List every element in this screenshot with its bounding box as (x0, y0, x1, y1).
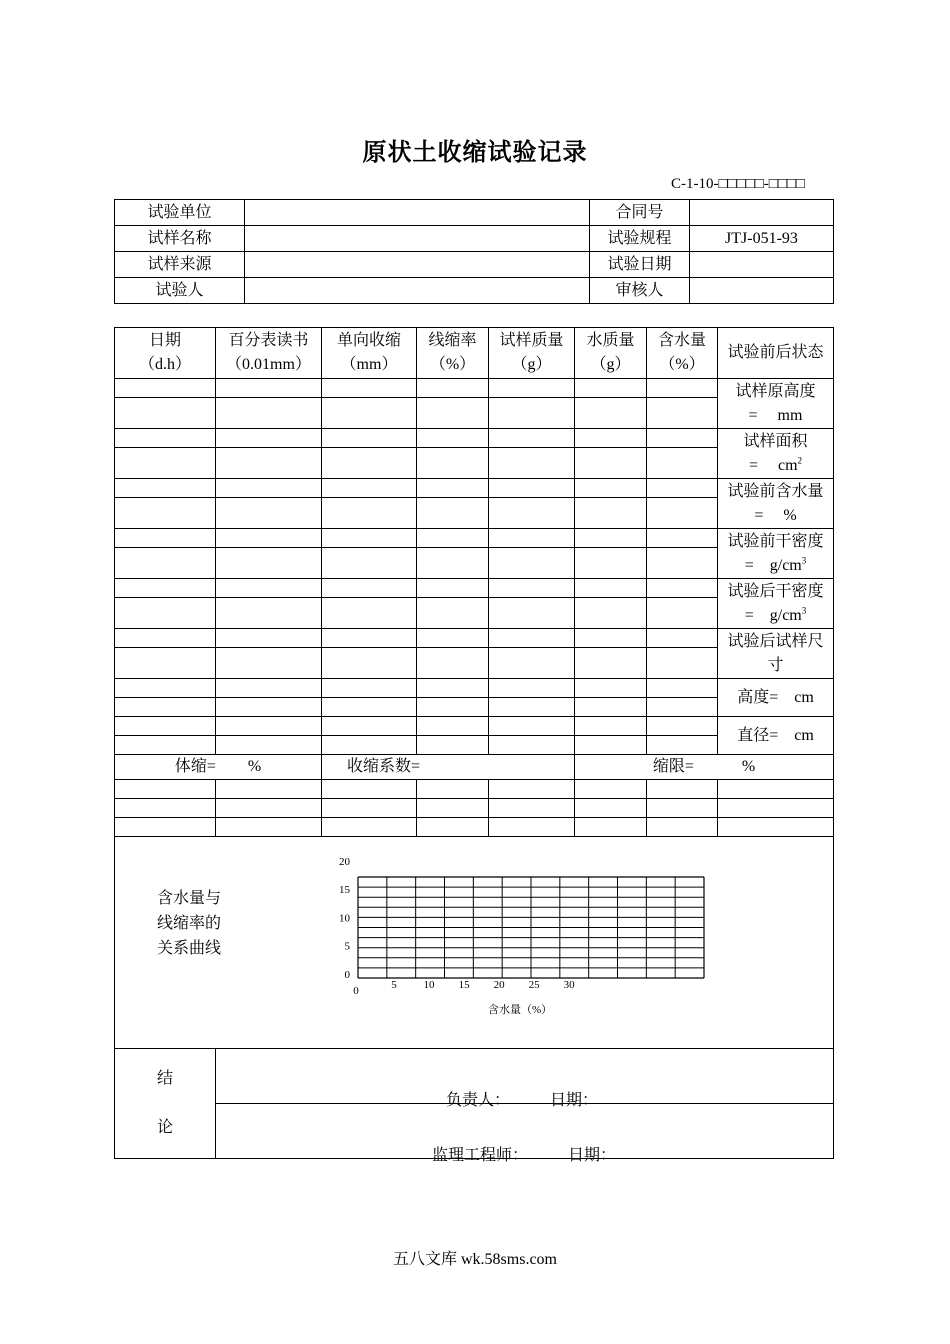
data-cell[interactable] (489, 398, 575, 429)
data-cell[interactable] (647, 598, 718, 629)
data-cell[interactable] (647, 579, 718, 598)
data-cell[interactable] (489, 548, 575, 579)
side-diameter-value: 直径= cm (718, 717, 834, 755)
table-row (115, 479, 834, 498)
procedure-label: 试验规程 (590, 226, 690, 252)
data-cell[interactable] (216, 529, 322, 548)
contract-value[interactable] (690, 200, 834, 226)
data-cell[interactable] (322, 398, 417, 429)
data-cell[interactable] (322, 648, 417, 679)
data-cell[interactable] (115, 648, 216, 679)
data-cell[interactable] (115, 379, 216, 398)
footer: 五八文库 wk.58sms.com (392, 1251, 557, 1268)
data-cell[interactable] (647, 717, 718, 736)
header-mass: 试样质量 （g） (489, 328, 575, 379)
data-cell[interactable] (216, 818, 322, 837)
data-cell[interactable] (322, 698, 417, 717)
data-cell[interactable] (575, 698, 647, 717)
data-cell[interactable] (489, 448, 575, 479)
data-cell[interactable] (216, 479, 322, 498)
data-cell[interactable] (216, 717, 322, 736)
data-cell[interactable] (575, 717, 647, 736)
side-pre-moisture: 试验前含水量 = % (718, 479, 834, 529)
data-cell[interactable] (417, 498, 489, 529)
table-row (115, 818, 834, 837)
data-cell[interactable] (489, 818, 575, 837)
data-cell[interactable] (489, 379, 575, 398)
data-cell[interactable] (322, 448, 417, 479)
data-cell[interactable] (489, 780, 575, 799)
header-moisture: 含水量 （%） (647, 328, 718, 379)
data-cell[interactable] (575, 498, 647, 529)
data-cell[interactable] (647, 736, 718, 755)
data-cell[interactable] (322, 736, 417, 755)
data-cell[interactable] (417, 429, 489, 448)
table-row (115, 679, 834, 698)
chart-x-tick: 20 (493, 979, 505, 991)
data-cell[interactable] (489, 479, 575, 498)
shrink-limit: 缩限= % (575, 755, 834, 780)
chart-y-tick: 20 (339, 855, 350, 868)
data-cell[interactable] (647, 780, 718, 799)
data-cell[interactable] (575, 679, 647, 698)
data-cell[interactable] (489, 498, 575, 529)
data-cell[interactable] (575, 429, 647, 448)
conclusion-label: 结 论 (115, 1049, 216, 1159)
side-post-size: 试验后试样尺 寸 (718, 629, 834, 679)
data-cell[interactable] (216, 379, 322, 398)
supervisor-sign: 监理工程师： 日期： (432, 1147, 617, 1164)
chart-x-tick: 10 (423, 979, 435, 991)
data-cell[interactable] (417, 629, 489, 648)
data-cell[interactable] (322, 479, 417, 498)
table-row (115, 717, 834, 736)
data-cell[interactable] (216, 799, 322, 818)
chart-x-tick: 30 (563, 979, 575, 991)
shrink-coefficient: 收缩系数= (322, 755, 575, 780)
data-cell[interactable] (575, 579, 647, 598)
chart-x-tick: 25 (528, 979, 540, 991)
data-cell[interactable] (322, 379, 417, 398)
test-date-value[interactable] (690, 252, 834, 278)
form-code: C-1-10-□□□□□-□□□□ (670, 176, 805, 192)
data-cell[interactable] (575, 818, 647, 837)
data-cell[interactable] (417, 818, 489, 837)
data-cell[interactable] (322, 717, 417, 736)
data-cell[interactable] (417, 679, 489, 698)
data-cell[interactable] (322, 679, 417, 698)
data-cell[interactable] (489, 736, 575, 755)
table-row (115, 799, 834, 818)
data-cell[interactable] (575, 548, 647, 579)
data-cell[interactable] (115, 398, 216, 429)
data-cell[interactable] (575, 398, 647, 429)
data-cell[interactable] (216, 698, 322, 717)
moisture-linear-chart (330, 855, 720, 997)
data-cell[interactable] (417, 398, 489, 429)
data-cell[interactable] (216, 429, 322, 448)
data-cell[interactable] (115, 448, 216, 479)
data-cell[interactable] (647, 379, 718, 398)
data-cell[interactable] (115, 818, 216, 837)
source-label: 试样来源 (115, 252, 245, 278)
sample-name-value[interactable] (245, 226, 590, 252)
data-cell[interactable] (417, 448, 489, 479)
data-cell[interactable] (322, 780, 417, 799)
data-cell[interactable] (115, 579, 216, 598)
page-title: 原状土收缩试验记录 (362, 140, 588, 166)
data-cell[interactable] (417, 648, 489, 679)
test-date-label: 试验日期 (590, 252, 690, 278)
data-cell[interactable] (216, 736, 322, 755)
procedure-value: JTJ-051-93 (690, 226, 834, 252)
data-cell[interactable] (216, 780, 322, 799)
data-cell[interactable] (322, 799, 417, 818)
data-cell[interactable] (115, 529, 216, 548)
chart-y-tick: 5 (344, 940, 350, 953)
data-cell[interactable] (647, 698, 718, 717)
table-row (115, 379, 834, 398)
data-cell[interactable] (647, 429, 718, 448)
unit-label: 试验单位 (115, 200, 245, 226)
data-cell[interactable] (575, 736, 647, 755)
data-cell[interactable] (322, 548, 417, 579)
data-cell[interactable] (322, 498, 417, 529)
data-cell[interactable] (216, 679, 322, 698)
data-cell[interactable] (647, 529, 718, 548)
header-linear: 线缩率 （%） (417, 328, 489, 379)
data-cell[interactable] (216, 398, 322, 429)
data-cell[interactable] (489, 799, 575, 818)
reviewer-value[interactable] (690, 278, 834, 304)
data-cell[interactable] (575, 799, 647, 818)
data-cell[interactable] (115, 736, 216, 755)
data-cell[interactable] (115, 479, 216, 498)
chart-label: 含水量与 线缩率的 关系曲线 (157, 890, 222, 957)
data-cell[interactable] (115, 717, 216, 736)
data-cell[interactable] (417, 579, 489, 598)
data-cell[interactable] (216, 598, 322, 629)
chart-x-tick: 15 (458, 979, 470, 991)
data-cell[interactable] (718, 799, 834, 818)
data-cell[interactable] (647, 648, 718, 679)
info-table (114, 199, 834, 304)
data-cell[interactable] (575, 598, 647, 629)
data-cell[interactable] (115, 598, 216, 629)
data-cell[interactable] (489, 648, 575, 679)
data-cell[interactable] (489, 598, 575, 629)
data-cell[interactable] (322, 429, 417, 448)
data-cell[interactable] (115, 629, 216, 648)
data-cell[interactable] (322, 629, 417, 648)
data-cell[interactable] (115, 429, 216, 448)
unit-value[interactable] (245, 200, 590, 226)
data-cell[interactable] (647, 479, 718, 498)
reviewer-label: 审核人 (590, 278, 690, 304)
data-cell[interactable] (575, 479, 647, 498)
chart-x-tick: 0 (353, 985, 359, 997)
data-cell[interactable] (417, 799, 489, 818)
data-cell[interactable] (647, 498, 718, 529)
data-cell[interactable] (216, 548, 322, 579)
table-row (115, 629, 834, 648)
data-cell[interactable] (115, 498, 216, 529)
data-cell[interactable] (216, 498, 322, 529)
contract-label: 合同号 (590, 200, 690, 226)
data-cell[interactable] (417, 780, 489, 799)
sample-name-label: 试样名称 (115, 226, 245, 252)
data-cell[interactable] (115, 799, 216, 818)
data-cell[interactable] (216, 579, 322, 598)
source-value[interactable] (245, 252, 590, 278)
volume-shrink: 体缩= % (115, 755, 322, 780)
data-cell[interactable] (417, 379, 489, 398)
table-row (115, 579, 834, 598)
data-cell[interactable] (115, 679, 216, 698)
data-cell[interactable] (718, 818, 834, 837)
data-cell[interactable] (647, 398, 718, 429)
data-cell[interactable] (216, 648, 322, 679)
data-cell[interactable] (489, 429, 575, 448)
data-cell[interactable] (575, 648, 647, 679)
summary-row (115, 755, 834, 780)
header-shrink: 单向收缩 （mm） (322, 328, 417, 379)
side-area: 试样面积 = $cm^2$ (718, 429, 834, 479)
data-cell[interactable] (115, 698, 216, 717)
data-cell[interactable] (322, 579, 417, 598)
data-cell[interactable] (417, 736, 489, 755)
data-cell[interactable] (322, 598, 417, 629)
side-post-dry-density: 试验后干密度 = $g/cm^3$ (718, 579, 834, 629)
data-cell[interactable] (647, 679, 718, 698)
chart-x-label: 含水量（%） (488, 1004, 553, 1016)
chart-y-tick: 15 (339, 884, 350, 897)
responsible-sign: 负责人： 日期： (446, 1092, 599, 1109)
side-pre-dry-density: 试验前干密度 = $g/cm^3$ (718, 529, 834, 579)
table-row (115, 529, 834, 548)
data-cell[interactable] (575, 529, 647, 548)
side-height: 试样原高度 = mm (718, 379, 834, 429)
tester-value[interactable] (245, 278, 590, 304)
data-cell[interactable] (417, 529, 489, 548)
data-cell[interactable] (417, 698, 489, 717)
data-cell[interactable] (489, 529, 575, 548)
data-cell[interactable] (718, 780, 834, 799)
data-cell[interactable] (647, 629, 718, 648)
data-cell[interactable] (647, 548, 718, 579)
data-cell[interactable] (575, 629, 647, 648)
data-cell[interactable] (216, 629, 322, 648)
data-cell[interactable] (417, 548, 489, 579)
data-cell[interactable] (216, 448, 322, 479)
header-water: 水质量 （g） (575, 328, 647, 379)
data-cell[interactable] (322, 818, 417, 837)
data-cell[interactable] (417, 598, 489, 629)
data-cell[interactable] (322, 529, 417, 548)
data-cell[interactable] (647, 818, 718, 837)
chart-x-tick: 5 (391, 979, 397, 991)
data-cell[interactable] (489, 717, 575, 736)
data-cell[interactable] (489, 698, 575, 717)
header-dial: 百分表读书 （0.01mm） (216, 328, 322, 379)
data-cell[interactable] (575, 379, 647, 398)
chart-y-tick: 0 (344, 969, 350, 981)
data-cell[interactable] (115, 548, 216, 579)
data-table (114, 327, 834, 1159)
header-date: 日期 （d.h） (115, 328, 216, 379)
data-cell[interactable] (647, 448, 718, 479)
table-row (115, 780, 834, 799)
chart-y-tick: 10 (339, 912, 350, 925)
data-cell[interactable] (489, 629, 575, 648)
data-cell[interactable] (489, 679, 575, 698)
data-cell[interactable] (115, 780, 216, 799)
side-height-value: 高度= cm (718, 679, 834, 717)
table-row (115, 429, 834, 448)
header-state: 试验前后状态 (718, 328, 834, 379)
data-cell[interactable] (647, 799, 718, 818)
tester-label: 试验人 (115, 278, 245, 304)
data-cell[interactable] (489, 579, 575, 598)
data-cell[interactable] (575, 448, 647, 479)
data-cell[interactable] (417, 717, 489, 736)
data-cell[interactable] (575, 780, 647, 799)
data-cell[interactable] (417, 479, 489, 498)
